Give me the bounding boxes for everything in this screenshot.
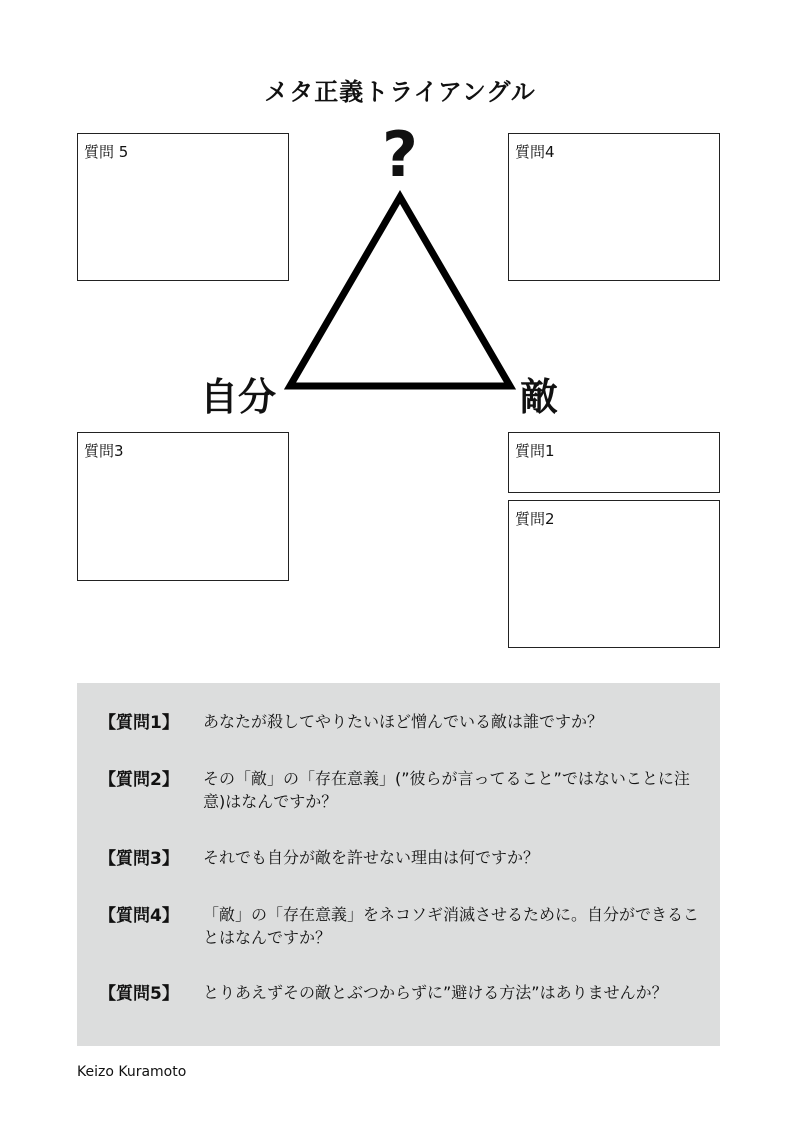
triangle-outline <box>290 197 510 386</box>
box-label-question-2: 質問2 <box>515 510 555 528</box>
answer-box-question-4[interactable] <box>508 133 720 281</box>
question-text: とりあえずその敵とぶつからずに”避ける方法”はありませんか？ <box>203 983 668 1002</box>
author-credit: Keizo Kuramoto <box>77 1064 187 1080</box>
question-tag: 【質問1】 <box>99 713 179 733</box>
question-text: 「敵」の「存在意義」をネコソギ消滅させるために。自分ができることはなんですか？ <box>203 905 700 947</box>
question-tag: 【質問4】 <box>99 906 179 926</box>
box-label-question-5: 質問 5 <box>84 143 129 161</box>
triangle-vertex-self-label: 自分 <box>200 375 277 419</box>
answer-box-question-2[interactable] <box>508 500 720 648</box>
answer-box-question-5[interactable] <box>77 133 289 281</box>
page-title: メタ正義トライアングル <box>264 78 536 106</box>
triangle-top-question-mark: ? <box>382 118 418 191</box>
box-label-question-3: 質問3 <box>84 442 124 460</box>
box-label-question-4: 質問4 <box>515 143 555 161</box>
question-tag: 【質問3】 <box>99 849 179 869</box>
answer-box-question-3[interactable] <box>77 432 289 581</box>
question-text: その「敵」の「存在意義」(”彼らが言ってること”ではないことに注意)はなんですか？ <box>203 769 690 811</box>
answer-box-question-1[interactable] <box>508 432 720 493</box>
meta-justice-triangle <box>280 185 520 400</box>
question-text: それでも自分が敵を許せない理由は何ですか？ <box>203 848 540 867</box>
question-text: あなたが殺してやりたいほど憎んでいる敵は誰ですか？ <box>203 712 604 731</box>
question-tag: 【質問2】 <box>99 770 179 790</box>
triangle-vertex-enemy-label: 敵 <box>520 375 559 419</box>
box-label-question-1: 質問1 <box>515 442 555 460</box>
questions-panel <box>77 683 720 1046</box>
question-tag: 【質問5】 <box>99 984 179 1004</box>
